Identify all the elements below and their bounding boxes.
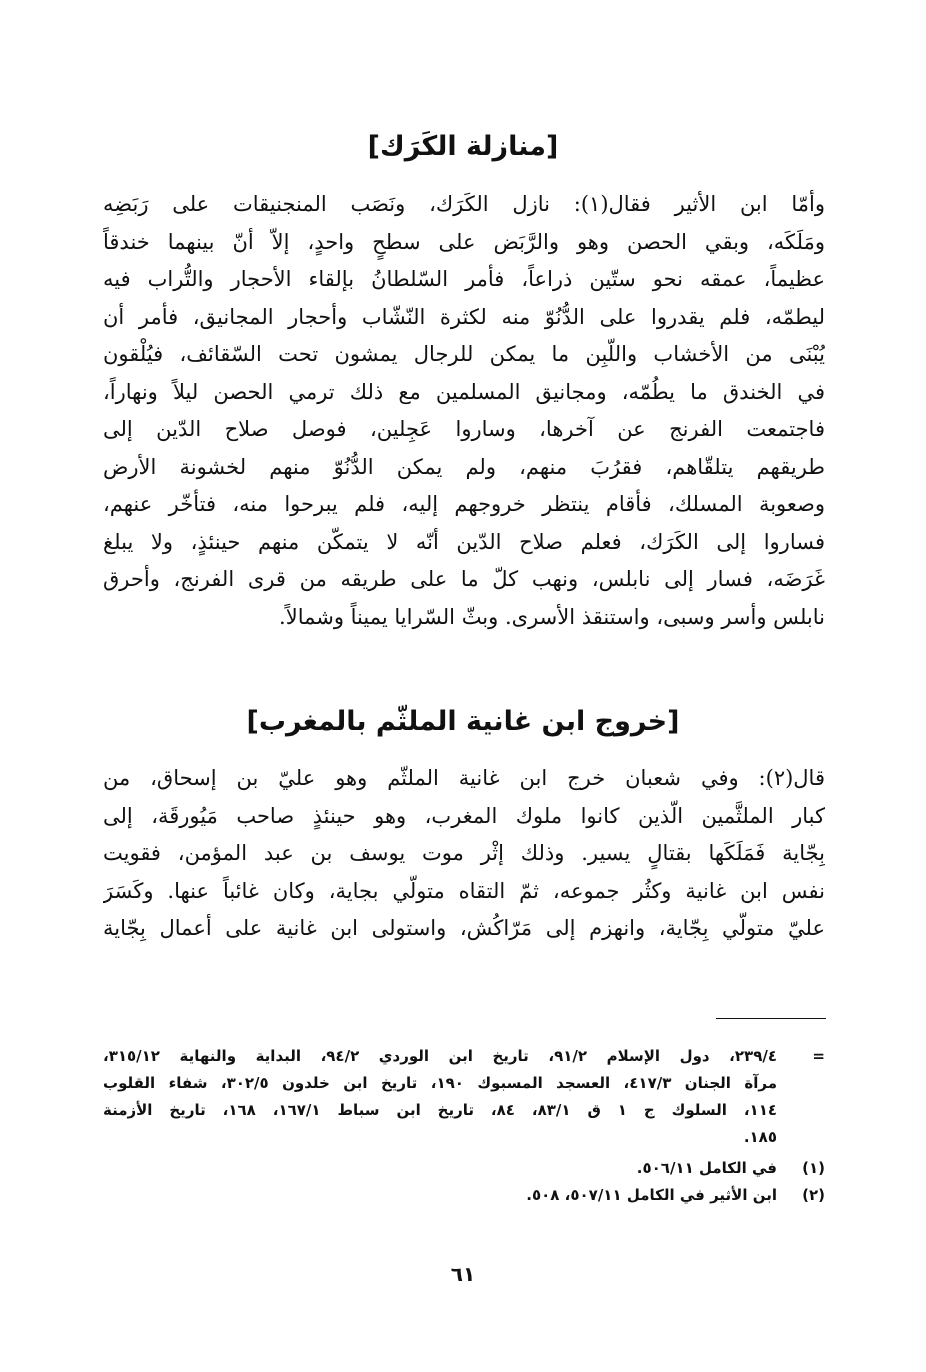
continuation-mark: =	[812, 1047, 825, 1065]
section-heading-ibn-ghaniya: [خروج ابن غانية الملثّم بالمغرب]	[246, 706, 680, 737]
footnote-line: ١١٤، السلوك ج ١ ق ٨٣/١، ٨٤، تاريخ ابن سباط ١٦٧/١، ١٦٨، تاريخ الأزمنة	[103, 1101, 777, 1119]
footnote-line: ١٨٥.	[743, 1128, 777, 1146]
footnotes	[103, 1043, 825, 1209]
footnote-indent	[777, 1097, 825, 1124]
footnote-text: ابن الأثير في الكامل ٥٠٧/١١، ٥٠٨.	[526, 1186, 777, 1204]
text-line: فساروا إلى الكَرَك، فعلم صلاح الدّين أنّه لا يتمكّن منهم حينئذٍ، ولا يبلغ	[103, 529, 825, 554]
page-number: ٦١	[450, 1262, 476, 1286]
text-line: ومَلَكَه، وبقي الحصن وهو والرَّبَض على سطحٍ واحدٍ، إلاّ أنّ بينهما خندقاً	[103, 229, 825, 254]
footnote-2	[103, 1182, 825, 1209]
text-line: فاجتمعت الفرنج عن آخرها، وساروا عَجِلين، فوصل صلاح الدّين إلى	[103, 417, 825, 441]
text-line: نفس ابن غانية وكثُر جموعه، ثمّ التقاه متولّي بجاية، وكان غائباً عنها. وكَسَرَ	[103, 878, 825, 903]
paragraph-karak-siege	[103, 186, 825, 636]
text-line: وصعوبة المسلك، فأقام ينتظر خروجهم إليه، فلم يبرحوا منه، فتأخّر عنهم،	[103, 492, 825, 516]
footnote-continuation-row	[103, 1070, 825, 1097]
text-line: عليّ متولّي بِجّاية، وانهزم إلى مَرّاكُش، واستولى ابن غانية على أعمال بِجّاية	[103, 916, 825, 940]
footnote-indent	[777, 1070, 825, 1097]
text-line: قال(٢): وفي شعبان خرج ابن غانية الملثّم وهو عليّ بن إسحاق، من	[103, 766, 825, 790]
footnote-continuation-row	[103, 1097, 825, 1124]
footnote-text: في الكامل ٥٠٦/١١.	[636, 1159, 777, 1177]
footnote-indent	[777, 1124, 825, 1151]
text-line: بِجّاية فَمَلَكَها بقتالٍ يسير. وذلك إثْر موت يوسف بن عبد المؤمن، فقويت	[103, 841, 825, 865]
text-line: وأمّا ابن الأثير فقال(١): نازل الكَرَك، ونَصَب المنجنيقات على رَبَضِه	[103, 192, 825, 216]
footnote-1	[103, 1155, 825, 1182]
footnote-separator	[716, 1018, 826, 1019]
footnote-line: ٢٣٩/٤، دول الإسلام ٩١/٢، تاريخ ابن الوردي ٩٤/٢، البداية والنهاية ٣١٥/١٢،	[103, 1047, 777, 1065]
text-line: كبار الملثَّمين الّذين كانوا ملوك المغرب، وهو حينئذٍ صاحب مَيُورقَة، إلى	[103, 803, 825, 828]
footnote-continuation	[103, 1043, 825, 1070]
paragraph-ibn-ghaniya	[103, 760, 825, 948]
text-line: يُبْنَى من الأخشاب واللّبِن ما يمكن للرجال يمشون تحت السّقائف، فيُلْقون	[103, 342, 825, 366]
text-line: ليطمّه، فلم يقدروا على الدُّنُوّ منه لكثرة النّشّاب وأحجار المجانيق، فأمر أن	[103, 304, 825, 329]
footnote-number: (١)	[802, 1159, 825, 1177]
footnote-line: مرآة الجنان ٤١٧/٣، العسجد المسبوك ١٩٠، تاريخ ابن خلدون ٣٠٢/٥، شفاء القلوب	[103, 1074, 777, 1092]
text-line: طريقهم يتلقّاهم، فقرُبَ منهم، ولم يمكن الدُّنُوّ منهم لخشونة الأرض	[103, 454, 825, 479]
text-line: نابلس وأسر وسبى، واستنقذ الأسرى. وبثّ السّرايا يميناً وشمالاً.	[279, 604, 825, 629]
footnote-number: (٢)	[802, 1186, 825, 1204]
text-line: في الخندق ما يطُمّه، ومجانيق المسلمين مع ذلك ترمي الحصن ليلاً ونهاراً،	[103, 379, 825, 404]
section-heading-karak-siege: [منازلة الكَرَك]	[367, 131, 559, 162]
text-line: غَرَضَه، فسار إلى نابلس، ونهب كلّ ما على طريقه من قرى الفرنج، وأحرق	[103, 567, 825, 591]
footnote-continuation-row	[103, 1124, 825, 1151]
text-line: عظيماً، عمقه نحو ستّين ذراعاً، فأمر السّلطانُ بإلقاء الأحجار والتُّراب فيه	[103, 267, 825, 291]
